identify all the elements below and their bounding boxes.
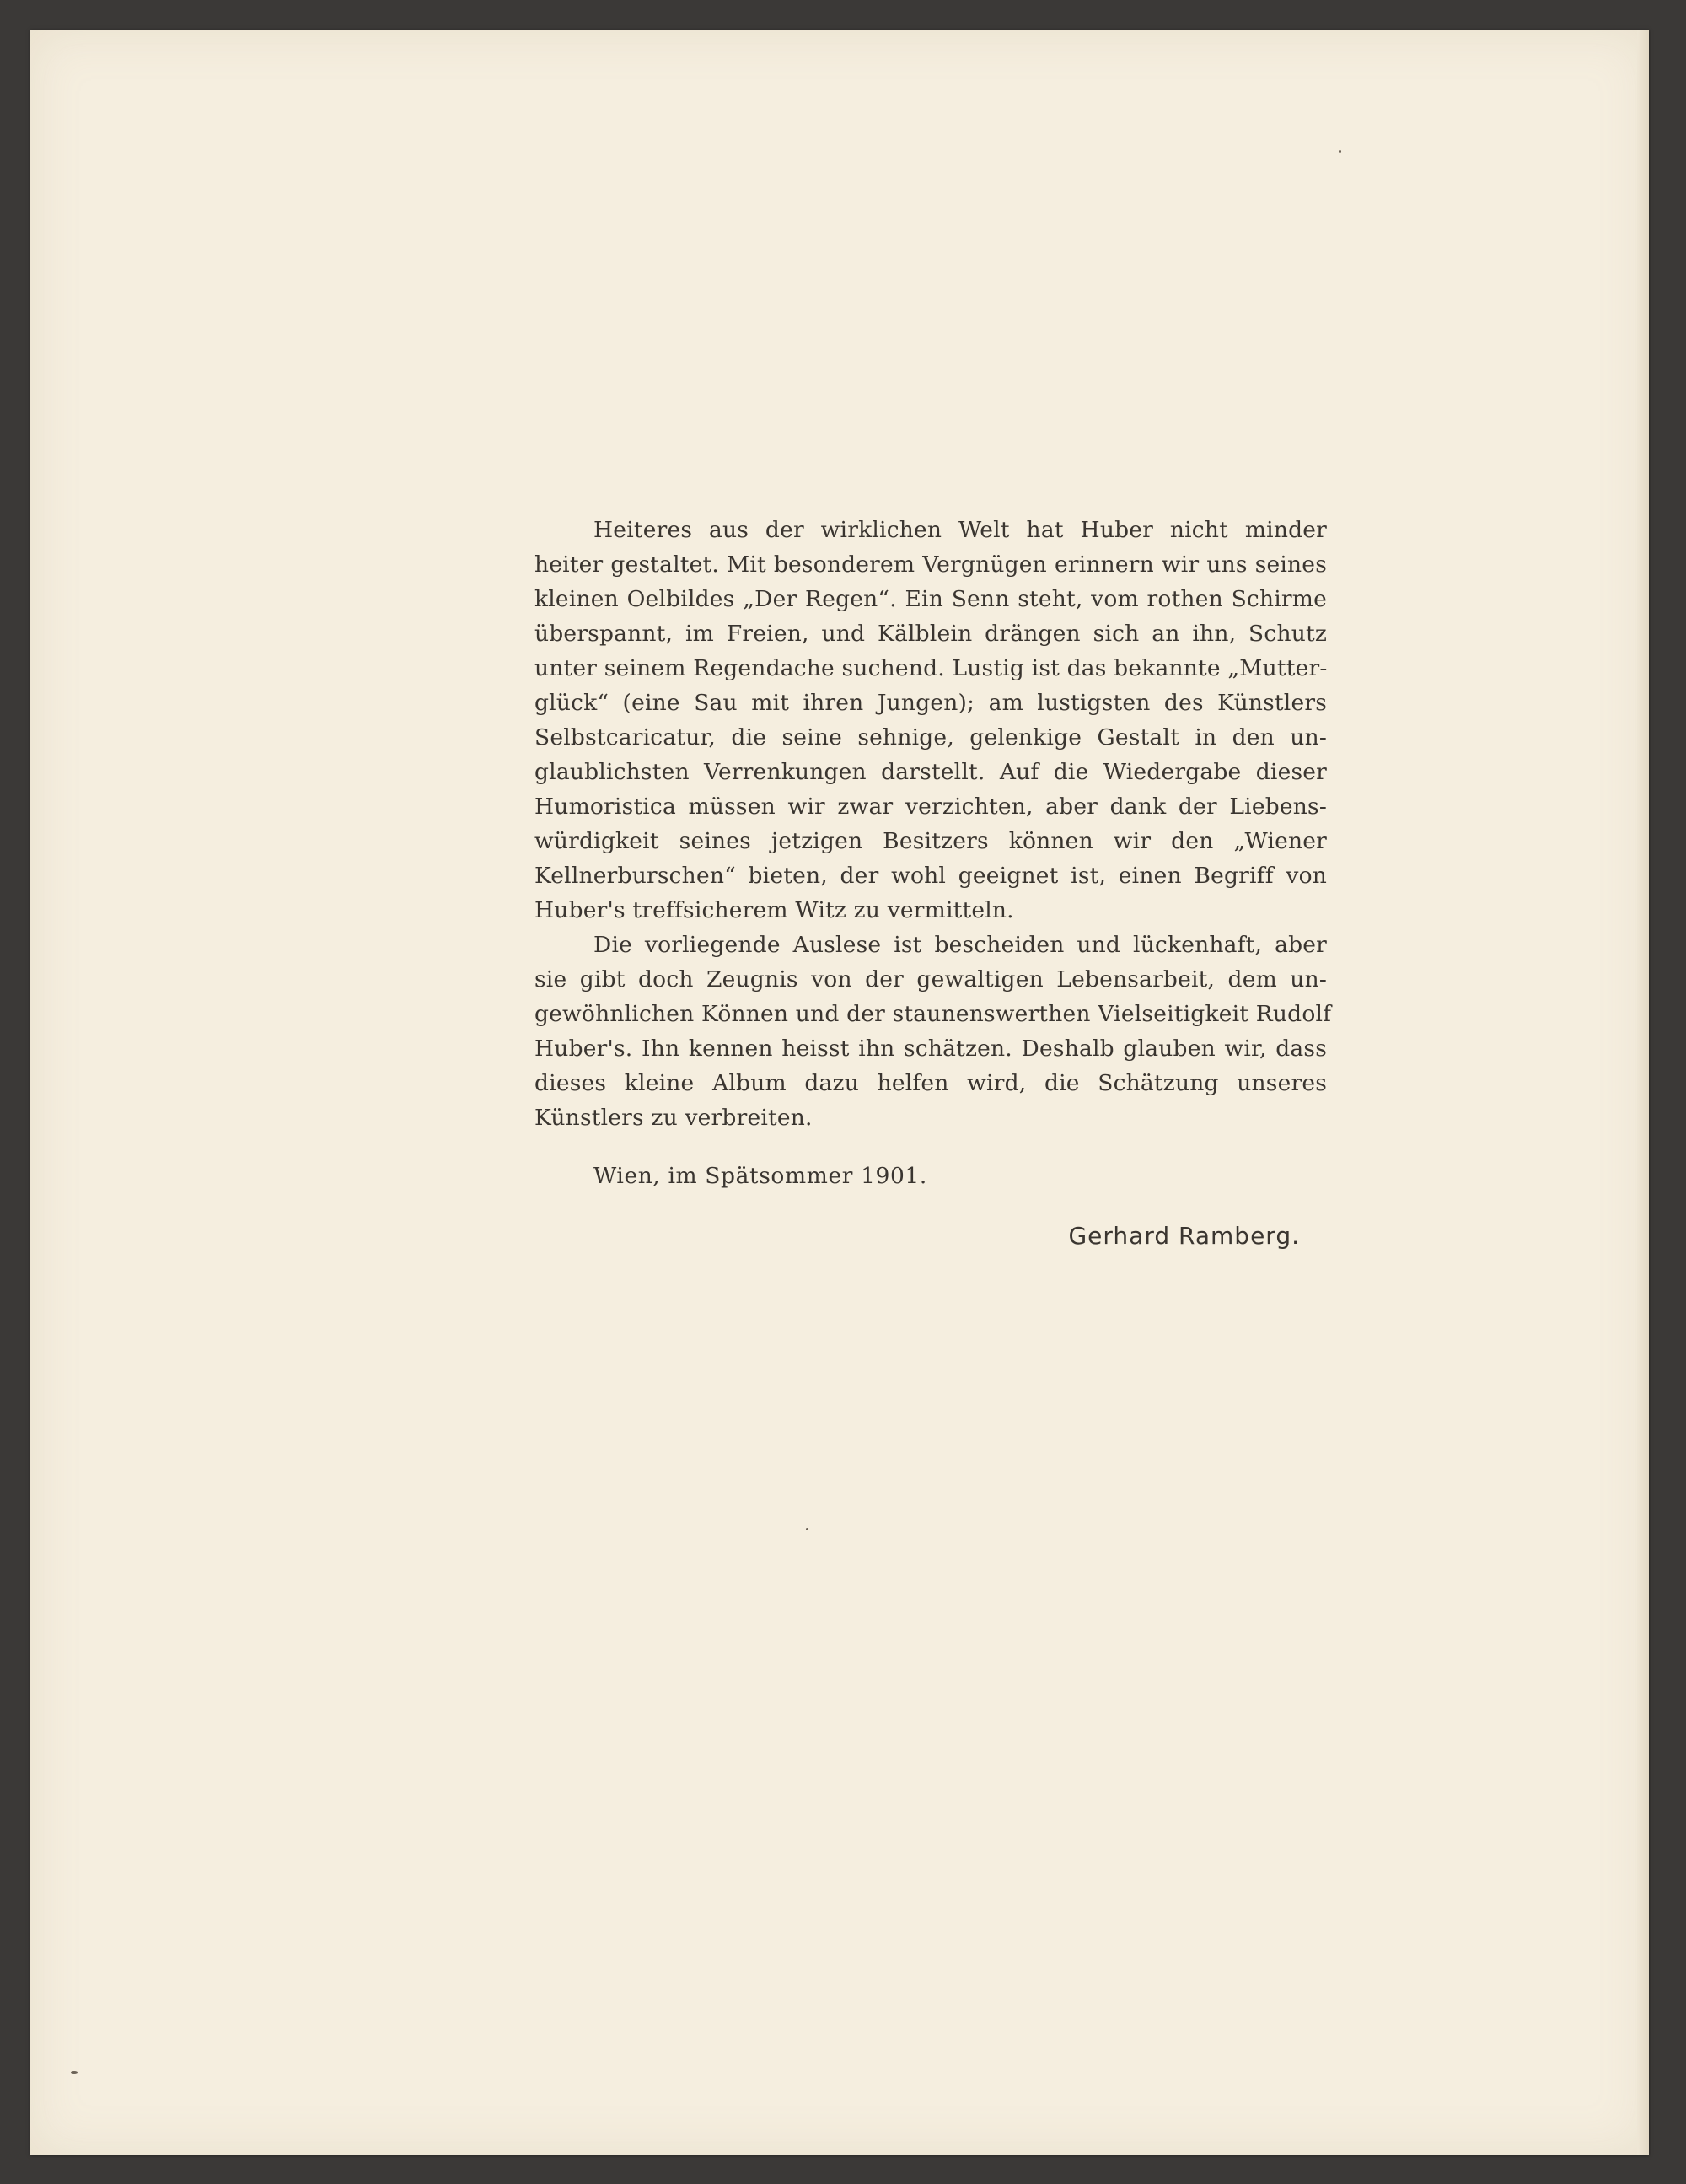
- text-line: Die vorliegende Auslese ist bescheiden und lückenhaft, aber: [593, 932, 1327, 958]
- page-edge: [1637, 30, 1649, 2155]
- text-line: kleinen Oelbildes „Der Regen“. Ein Senn steht, vom rothen Schirme: [534, 586, 1327, 612]
- text-line: dieses kleine Album dazu helfen wird, die Schätzung unseres: [534, 1070, 1327, 1096]
- text-line: Huber's treffsicherem Witz zu vermitteln.: [534, 897, 1014, 923]
- text-line: heiter gestaltet. Mit besonderem Vergnügen erinnern wir uns seines: [534, 551, 1327, 578]
- text-line: Huber's. Ihn kennen heisst ihn schätzen. Deshalb glauben wir, dass: [534, 1036, 1327, 1062]
- paper-speck: [71, 2071, 78, 2074]
- dateline: Wien, im Spätsommer 1901.: [593, 1163, 927, 1189]
- text-line: Heiteres aus der wirklichen Welt hat Huber nicht minder: [593, 517, 1327, 543]
- text-line: Kellnerburschen“ bieten, der wohl geeignet ist, einen Begriff von: [534, 863, 1327, 889]
- text-line: Humoristica müssen wir zwar verzichten, aber dank der Liebens-: [534, 793, 1327, 820]
- text-line: überspannt, im Freien, und Kälblein drängen sich an ihn, Schutz: [534, 621, 1327, 647]
- text-line: gewöhnlichen Können und der staunenswerthen Vielseitigkeit Rudolf: [534, 1001, 1332, 1027]
- body-text: [534, 513, 1332, 1253]
- text-line: würdigkeit seines jetzigen Besitzers können wir den „Wiener: [534, 828, 1327, 854]
- paper-speck: [806, 1528, 808, 1530]
- text-line: sie gibt doch Zeugnis von der gewaltigen Lebensarbeit, dem un-: [534, 966, 1327, 992]
- text-line: unter seinem Regendache suchend. Lustig ist das bekannte „Mutter-: [534, 655, 1328, 681]
- signature: Gerhard Ramberg.: [1068, 1222, 1300, 1250]
- paragraph-2: [534, 928, 1332, 1135]
- text-line: glück“ (eine Sau mit ihren Jungen); am lustigsten des Künstlers: [534, 690, 1327, 716]
- text-line: glaublichsten Verrenkungen darstellt. Auf die Wiedergabe dieser: [534, 759, 1327, 785]
- document-page: [30, 30, 1649, 2155]
- text-line: Künstlers zu verbreiten.: [534, 1105, 813, 1131]
- text-line: Selbstcaricatur, die seine sehnige, gelenkige Gestalt in den un-: [534, 724, 1327, 750]
- paper-speck: [1339, 150, 1341, 153]
- paragraph-1: [534, 513, 1327, 928]
